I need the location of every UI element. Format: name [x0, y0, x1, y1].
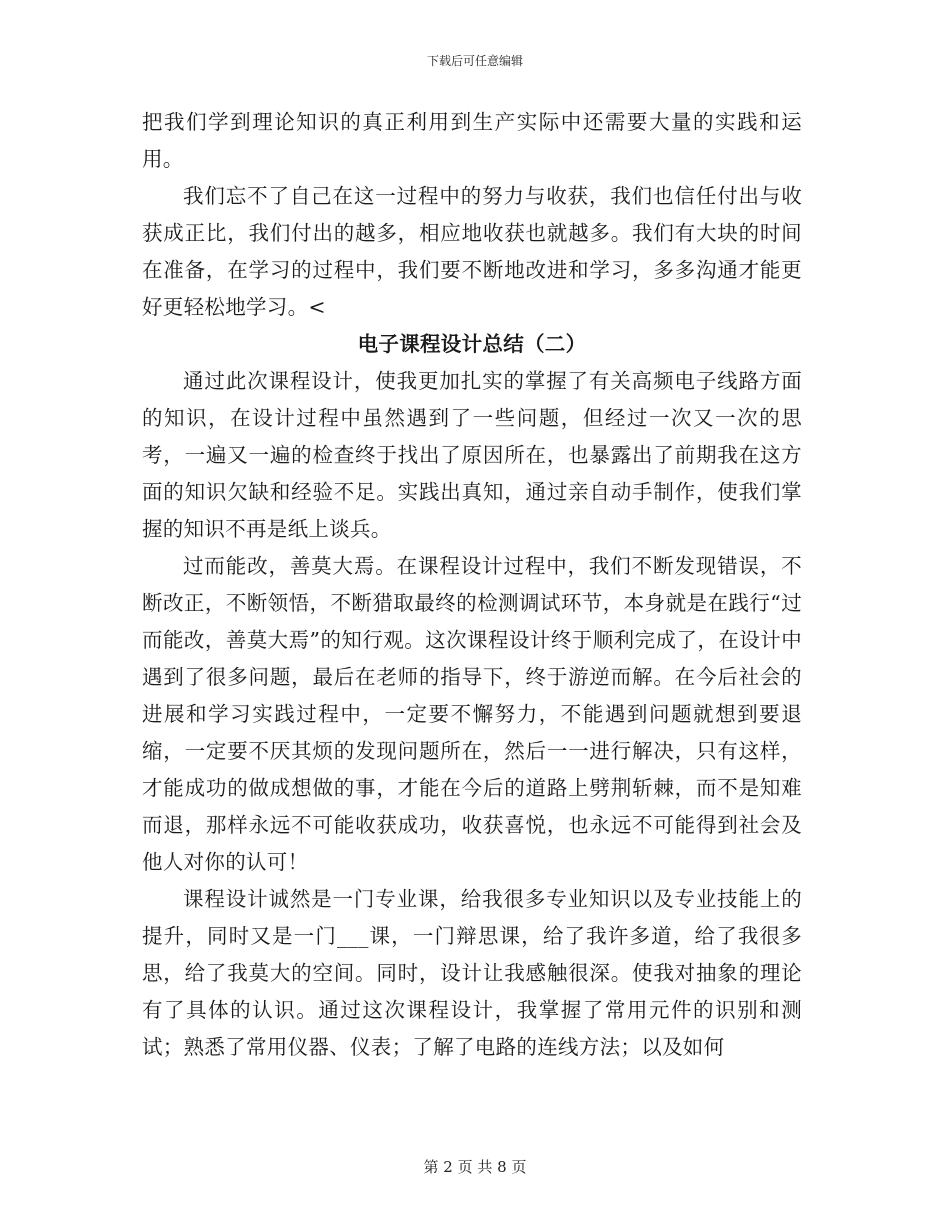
paragraph: 我们忘不了自己在这一过程中的努力与收获，我们也信任付出与收获成正比，我们付出的越多，相应地收获也就越多。我们有大块的时间在准备，在学习的过程中，我们要不断地改进和学习，多多沟通才能更好更轻松地学习。< [142, 184, 802, 319]
paragraph: 过而能改，善莫大焉。在课程设计过程中，我们不断发现错误，不断改正，不断领悟，不断猎取最终的检测调试环节，本身就是在践行“过而能改，善莫大焉”的知行观。这次课程设计终于顺利完成了，在设计中遇到了很多问题，最后在老师的指导下，终于游逆而解。在今后社会的进展和学习实践过程中，一定要不懈努力，不能遇到问题就想到要退缩，一定要不厌其烦的发现问题所在，然后一一进行解决，只有这样，才能成功的做成想做的事，才能在今后的道路上劈荆斩棘，而不是知难而退，那样永远不可能收获成功，收获喜悦，也永远不可能得到社会及他人对你的认可！ [142, 554, 802, 874]
paragraph: 课程设计诚然是一门专业课，给我很多专业知识以及专业技能上的提升，同时又是一门___课，一门辩思课，给了我许多道，给了我很多思，给了我莫大的空间。同时，设计让我感触很深。使我对抽象的理论有了具体的认识。通过这次课程设计，我掌握了常用元件的识别和测试；熟悉了常用仪器、仪表；了解了电路的连线方法；以及如何 [142, 887, 802, 1059]
paragraph-continuation: 把我们学到理论知识的真正利用到生产实际中还需要大量的实践和运用。 [142, 110, 802, 171]
page-number-footer: 第 2 页 共 8 页 [423, 1158, 527, 1176]
page-header: 下载后可任意编辑 [426, 54, 523, 68]
document-body [142, 104, 802, 1066]
paragraph: 通过此次课程设计，使我更加扎实的掌握了有关高频电子线路方面的知识，在设计过程中虽然遇到了一些问题，但经过一次又一次的思考，一遍又一遍的检查终于找出了原因所在，也暴露出了前期我在这方面的知识欠缺和经验不足。实践出真知，通过亲自动手制作，使我们掌握的知识不再是纸上谈兵。 [142, 369, 802, 541]
section-title: 电子课程设计总结（二） [357, 332, 587, 356]
